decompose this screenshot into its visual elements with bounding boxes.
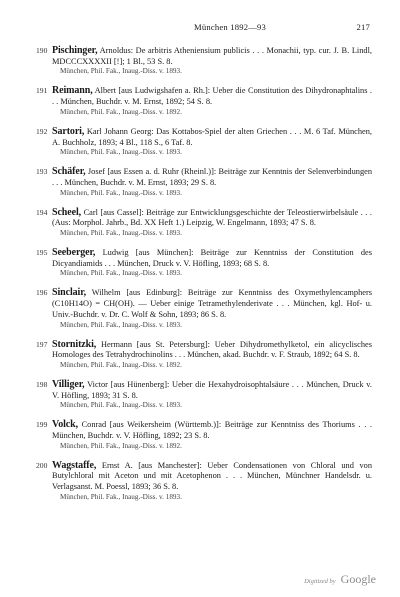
entry-note: München, Phil. Fak., Inaug.-Diss. v. 1893.: [60, 269, 182, 278]
author-name: Volck,: [52, 419, 78, 431]
author-name: Schäfer,: [52, 166, 86, 178]
entry-note: München, Phil. Fak., Inaug.-Diss. v. 1893.: [60, 67, 182, 76]
entry-number: 192: [36, 126, 48, 136]
watermark-brand: Google: [340, 572, 376, 586]
list-item: [36, 167, 372, 197]
entry-text: Conrad [aus Weikersheim (Württemb.)]: Beiträge zur Kenntniss des Thoriums . . . München, Buchdr. v. V. Höfling, 1892; 23 S. 8.: [52, 420, 372, 441]
list-item: [36, 46, 372, 76]
author-name: Scheel,: [52, 206, 82, 218]
entry-number: 199: [36, 420, 48, 430]
entry-number: 198: [36, 379, 48, 389]
author-name: Villiger,: [52, 378, 85, 390]
list-item: [36, 86, 372, 116]
entry-text: Hermann [aus St. Petersburg]: Ueber Dihydromethylketol, ein alicyclisches Homologes des Tetrahydrochinolins . . . München, akad. Buchdr. v. F. Straub, 1892; 64 S. 8.: [52, 339, 372, 360]
entry-number: 191: [36, 86, 48, 96]
list-item: [36, 248, 372, 278]
entry-note: München, Phil. Fak., Inaug.-Diss. v. 1892.: [60, 360, 182, 369]
entry-text: Carl [aus Cassel]: Beiträge zur Entwicklungsgeschichte der Teleostierwirbelsäule . . . (Aus: Morphol. Jahrb., Bd. XX Heft 1.) Leipzig, W. Engelmann, 1893; 47 S. 8.: [52, 207, 372, 228]
entry-text: Wilhelm [aus Edinburg]: Beiträge zur Kenntniss des Oxymethylencamphers (C10H14O) = CH(OH). — Ueber einige Tetramethylenderivate . . . München, kgl. Hof- u. Univ.-Buchdr. v. Dr. C. Wolf & Sohn, 1893; 86 S. 8.: [52, 288, 372, 319]
entry-note: München, Phil. Fak., Inaug.-Diss. v. 1892.: [60, 107, 182, 116]
page-number: 217: [356, 22, 370, 32]
list-item: [36, 208, 372, 238]
list-item: [36, 380, 372, 410]
watermark-prefix: Digitized by: [304, 578, 336, 585]
running-head: [90, 22, 370, 34]
author-name: Seeberger,: [52, 247, 96, 259]
author-name: Sartori,: [52, 125, 85, 137]
list-item: [36, 127, 372, 157]
entry-number: 200: [36, 460, 48, 470]
entry-text: Albert [aus Ludwigshafen a. Rh.]: Ueber die Constitution des Dihydronaphtalins . . . München, Buchdr. v. M. Ernst, 1892; 54 S. 8.: [52, 86, 372, 107]
running-title: München 1892—93: [194, 22, 266, 32]
entry-text: Ernst A. [aus Manchester]: Ueber Condensationen von Chloral und von Butylchloral mit Aceton und mit Acetophenon . . . München, Münchner Handelsdr. u. Verlagsanst. M. Poessl, 1893; 36 S. 8.: [52, 460, 372, 492]
entry-text: Arnoldus: De arbitris Atheniensium publicis . . . Monachii, typ. cur. J. B. Lindl, MDCCCXXXXII [!]; 1 Bl., 53 S. 8.: [52, 46, 372, 66]
author-name: Reimann,: [52, 85, 93, 97]
list-item: [36, 288, 372, 329]
entry-number: 196: [36, 288, 48, 298]
entry-number: 195: [36, 248, 48, 258]
entry-note: München, Phil. Fak., Inaug.-Diss. v. 1893.: [60, 148, 182, 157]
entry-number: 194: [36, 207, 48, 217]
entry-note: München, Phil. Fak., Inaug.-Diss. v. 1892.: [60, 441, 182, 450]
google-watermark: [304, 572, 376, 587]
entry-text: Ludwig [aus München]: Beiträge zur Kenntniss der Constitution des Dicyandiamids . . . München, Druck v. V. Höfling, 1893; 68 S. 8.: [52, 248, 373, 268]
entry-note: München, Phil. Fak., Inaug.-Diss. v. 1893.: [60, 401, 182, 410]
author-name: Stornitzki,: [52, 338, 97, 350]
entry-note: München, Phil. Fak., Inaug.-Diss. v. 1893.: [60, 188, 182, 197]
entry-number: 197: [36, 339, 48, 349]
author-name: Wagstaffe,: [52, 459, 97, 471]
entry-number: 193: [36, 167, 48, 177]
entry-note: München, Phil. Fak., Inaug.-Diss. v. 1893.: [60, 229, 182, 238]
entry-number: 190: [36, 46, 48, 55]
entry-note: München, Phil. Fak., Inaug.-Diss. v. 1893.: [60, 320, 182, 329]
entry-note: München, Phil. Fak., Inaug.-Diss. v. 1893.: [60, 492, 182, 501]
author-name: Pischinger,: [52, 45, 98, 56]
entry-text: Josef [aus Essen a. d. Ruhr (Rheinl.)]: Beiträge zur Kenntnis der Selenverbindungen . . . München, Buchdr. v. M. Ernst, 1893; 29 S. 8.: [52, 167, 372, 187]
entry-text: Karl Johann Georg: Das Kottabos-Spiel der alten Griechen . . . M. 6 Taf. München, A. Buchholz, 1893; 4 Bl., 118 S., 6 Taf. 8.: [52, 126, 372, 147]
entry-text: Victor [aus Hünenberg]: Ueber die Hexahydroisophtalsäure . . . München, Druck v. V. Höfling, 1893; 31 S. 8.: [52, 379, 373, 400]
bibliography-list: [36, 46, 372, 512]
list-item: [36, 461, 372, 502]
list-item: [36, 340, 372, 370]
author-name: Sinclair,: [52, 287, 87, 299]
list-item: [36, 420, 372, 450]
